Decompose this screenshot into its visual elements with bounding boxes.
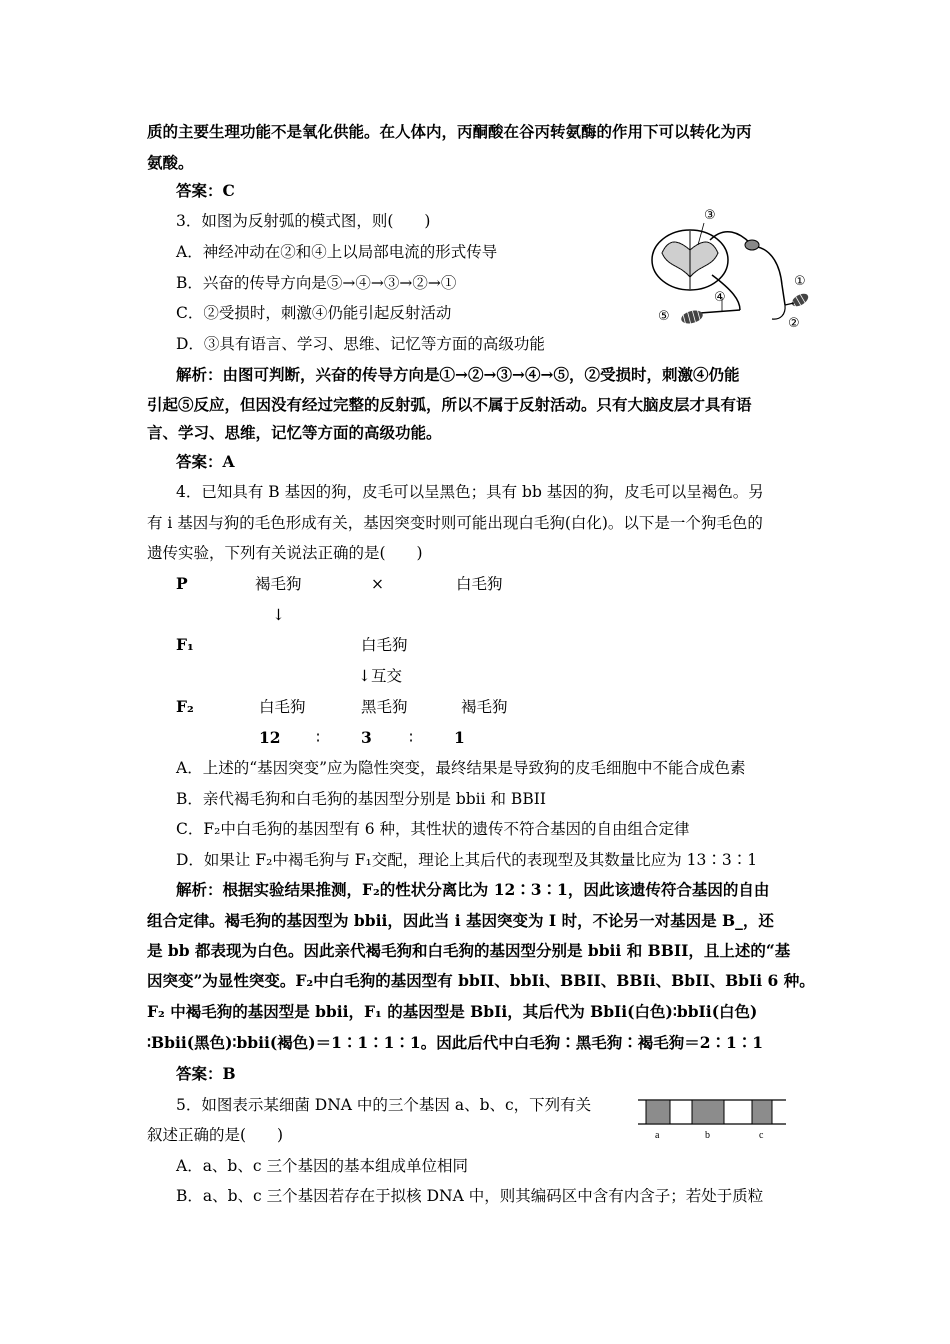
cross-f2-label: F₂ bbox=[176, 697, 194, 716]
explanation-line: 是 bb 都表现为白色。因此亲代褐毛狗和白毛狗的基因型分别是 bbii 和 BBII，且上述的“基 bbox=[147, 941, 791, 960]
dna-gene-diagram bbox=[632, 1094, 792, 1142]
answer-q2: 答案：C bbox=[176, 181, 235, 200]
gene-label: b bbox=[705, 1130, 710, 1141]
cross-p-label: P bbox=[176, 574, 188, 593]
question-4: 4．已知具有 B 基因的狗，皮毛可以呈黑色；具有 bb 基因的狗，皮毛可以呈褐色。另 bbox=[176, 483, 764, 501]
answer-q3: 答案：A bbox=[176, 452, 235, 471]
explanation-line: 言、学习、思维，记忆等方面的高级功能。 bbox=[147, 423, 442, 442]
explanation-line: 组合定律。褐毛狗的基因型为 bbii，因此当 i 基因突变为 I 时，不论另一对基因是 B_，还 bbox=[147, 911, 774, 930]
cross-ratio-colon: ∶ bbox=[316, 729, 321, 747]
cross-arrow: ↓ bbox=[272, 606, 285, 624]
option-a: A．神经冲动在②和④上以局部电流的形式传导 bbox=[176, 243, 498, 261]
cross-ratio-colon: ∶ bbox=[409, 729, 414, 747]
explanation-line: 解析：根据实验结果推测，F₂的性状分离比为 12∶3∶1，因此该遗传符合基因的自由 bbox=[176, 880, 770, 899]
option-a: A．上述的“基因突变”应为隐性突变，最终结果是导致狗的皮毛细胞中不能合成色素 bbox=[176, 759, 746, 777]
explanation-line: ∶Bbii(黑色)∶bbii(褐色)＝1∶1∶1∶1。因此后代中白毛狗∶黑毛狗∶褐毛狗＝2∶1∶1 bbox=[147, 1033, 764, 1052]
option-c: C．②受损时，刺激④仍能引起反射活动 bbox=[176, 304, 452, 322]
text-line: 质的主要生理功能不是氧化供能。在人体内，丙酮酸在谷丙转氨酶的作用下可以转化为丙 bbox=[147, 122, 752, 141]
explanation-line: 因突变”为显性突变。F₂中白毛狗的基因型有 bbII、bbIi、BBII、BBIi、BbII、BbIi 6 种。 bbox=[147, 971, 815, 990]
option-a: A．a、b、c 三个基因的基本组成单位相同 bbox=[176, 1157, 468, 1175]
question-4: 有 i 基因与狗的毛色形成有关，基因突变时则可能出现白毛狗(白化)。以下是一个狗毛色的 bbox=[147, 514, 763, 532]
explanation-line: F₂ 中褐毛狗的基因型是 bbii，F₁ 的基因型是 BbIi，其后代为 BbIi(白色)∶bbIi(白色) bbox=[147, 1002, 758, 1021]
question-5: 5．如图表示某细菌 DNA 中的三个基因 a、b、c，下列有关 bbox=[176, 1096, 592, 1114]
cross-parent: 褐毛狗 bbox=[255, 575, 302, 593]
question-3: 3．如图为反射弧的模式图，则( ) bbox=[176, 212, 431, 230]
cross-ratio: 3 bbox=[361, 728, 372, 747]
cross-f1: 白毛狗 bbox=[361, 636, 408, 654]
figure-label: ③ bbox=[704, 208, 716, 223]
option-c: C．F₂中白毛狗的基因型有 6 种，其性状的遗传不符合基因的自由组合定律 bbox=[176, 820, 690, 838]
explanation-line: 引起⑤反应，但因没有经过完整的反射弧，所以不属于反射活动。只有大脑皮层才具有语 bbox=[147, 395, 752, 414]
option-b: B．兴奋的传导方向是⑤→④→③→②→① bbox=[176, 274, 457, 292]
cross-arrow: ↓互交 bbox=[358, 667, 402, 685]
cross-parent: 白毛狗 bbox=[456, 575, 503, 593]
gene-label: a bbox=[655, 1130, 660, 1141]
question-5: 叙述正确的是( ) bbox=[147, 1126, 284, 1144]
option-b: B．亲代褐毛狗和白毛狗的基因型分别是 bbii 和 BBII bbox=[176, 790, 546, 808]
cross-ratio: 1 bbox=[454, 728, 465, 747]
figure-label: ① bbox=[794, 274, 806, 289]
cross-f1-label: F₁ bbox=[176, 635, 194, 654]
gene-label: c bbox=[759, 1130, 764, 1141]
figure-label: ④ bbox=[714, 290, 726, 305]
answer-q4: 答案：B bbox=[176, 1064, 236, 1083]
figure-label: ② bbox=[788, 316, 800, 331]
question-4: 遗传实验，下列有关说法正确的是( ) bbox=[147, 544, 423, 562]
cross-f2: 褐毛狗 bbox=[461, 698, 508, 716]
cross-f2: 白毛狗 bbox=[259, 698, 306, 716]
gene-a bbox=[646, 1100, 670, 1124]
cross-f2: 黑毛狗 bbox=[361, 698, 408, 716]
text-line: 氨酸。 bbox=[147, 153, 194, 172]
option-d: D．如果让 F₂中褐毛狗与 F₁交配，理论上其后代的表现型及其数量比应为 13∶3∶1 bbox=[176, 851, 758, 869]
option-d: D．③具有语言、学习、思维、记忆等方面的高级功能 bbox=[176, 335, 545, 353]
option-b: B．a、b、c 三个基因若存在于拟核 DNA 中，则其编码区中含有内含子；若处于质粒 bbox=[176, 1187, 764, 1205]
gene-b bbox=[692, 1100, 724, 1124]
figure-label: ⑤ bbox=[658, 309, 670, 324]
cross-ratio: 12 bbox=[259, 728, 281, 747]
cross-times: × bbox=[371, 575, 384, 593]
reflex-arc-diagram bbox=[640, 205, 820, 335]
gene-c bbox=[752, 1100, 772, 1124]
explanation-line: 解析：由图可判断，兴奋的传导方向是①→②→③→④→⑤，②受损时，刺激④仍能 bbox=[176, 365, 740, 384]
